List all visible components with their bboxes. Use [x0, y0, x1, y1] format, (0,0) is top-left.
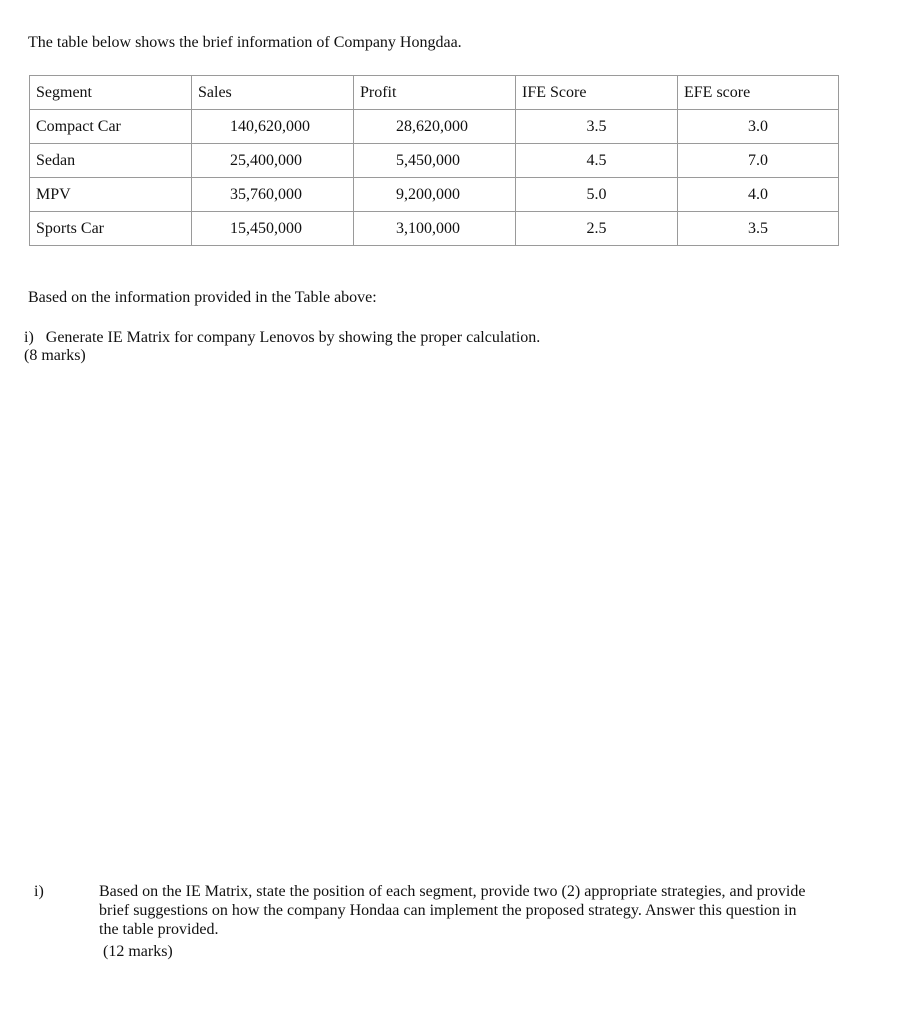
- header-profit: Profit: [354, 76, 516, 110]
- company-info-table: [29, 75, 839, 246]
- segment-cell: Compact Car: [30, 110, 192, 144]
- header-ife-score: IFE Score: [516, 76, 678, 110]
- table-row: [30, 178, 839, 212]
- header-efe-score: EFE score: [678, 76, 839, 110]
- table-row: [30, 110, 839, 144]
- question-2-line: the table provided.: [99, 921, 219, 938]
- sales-cell: 15,450,000: [192, 212, 354, 246]
- segment-cell: Sports Car: [30, 212, 192, 246]
- ife-score-cell: 3.5: [516, 110, 678, 144]
- sales-cell: 140,620,000: [192, 110, 354, 144]
- sales-cell: 25,400,000: [192, 144, 354, 178]
- ife-score-cell: 2.5: [516, 212, 678, 246]
- profit-cell: 3,100,000: [354, 212, 516, 246]
- based-on-text: Based on the information provided in the Table above:: [28, 289, 377, 306]
- question-2-number: i): [34, 883, 44, 900]
- question-1-marks: (8 marks): [24, 347, 86, 364]
- profit-cell: 9,200,000: [354, 178, 516, 212]
- header-sales: Sales: [192, 76, 354, 110]
- table-row: [30, 212, 839, 246]
- efe-score-cell: 7.0: [678, 144, 839, 178]
- table-header-row: [30, 76, 839, 110]
- question-2-line: Based on the IE Matrix, state the position of each segment, provide two (2) appropriate strategies, and provide: [99, 883, 806, 900]
- efe-score-cell: 4.0: [678, 178, 839, 212]
- ife-score-cell: 4.5: [516, 144, 678, 178]
- question-2-line: brief suggestions on how the company Hondaa can implement the proposed strategy. Answer this question in: [99, 902, 797, 919]
- question-2-marks: (12 marks): [103, 943, 173, 960]
- question-1-text: i) Generate IE Matrix for company Lenovos by showing the proper calculation.: [24, 329, 541, 346]
- segment-cell: Sedan: [30, 144, 192, 178]
- efe-score-cell: 3.5: [678, 212, 839, 246]
- intro-text: The table below shows the brief information of Company Hongdaa.: [28, 34, 462, 51]
- segment-cell: MPV: [30, 178, 192, 212]
- ife-score-cell: 5.0: [516, 178, 678, 212]
- question-2-text: [99, 882, 899, 939]
- header-segment: Segment: [30, 76, 192, 110]
- profit-cell: 5,450,000: [354, 144, 516, 178]
- table-row: [30, 144, 839, 178]
- profit-cell: 28,620,000: [354, 110, 516, 144]
- efe-score-cell: 3.0: [678, 110, 839, 144]
- sales-cell: 35,760,000: [192, 178, 354, 212]
- question-1: [24, 329, 540, 365]
